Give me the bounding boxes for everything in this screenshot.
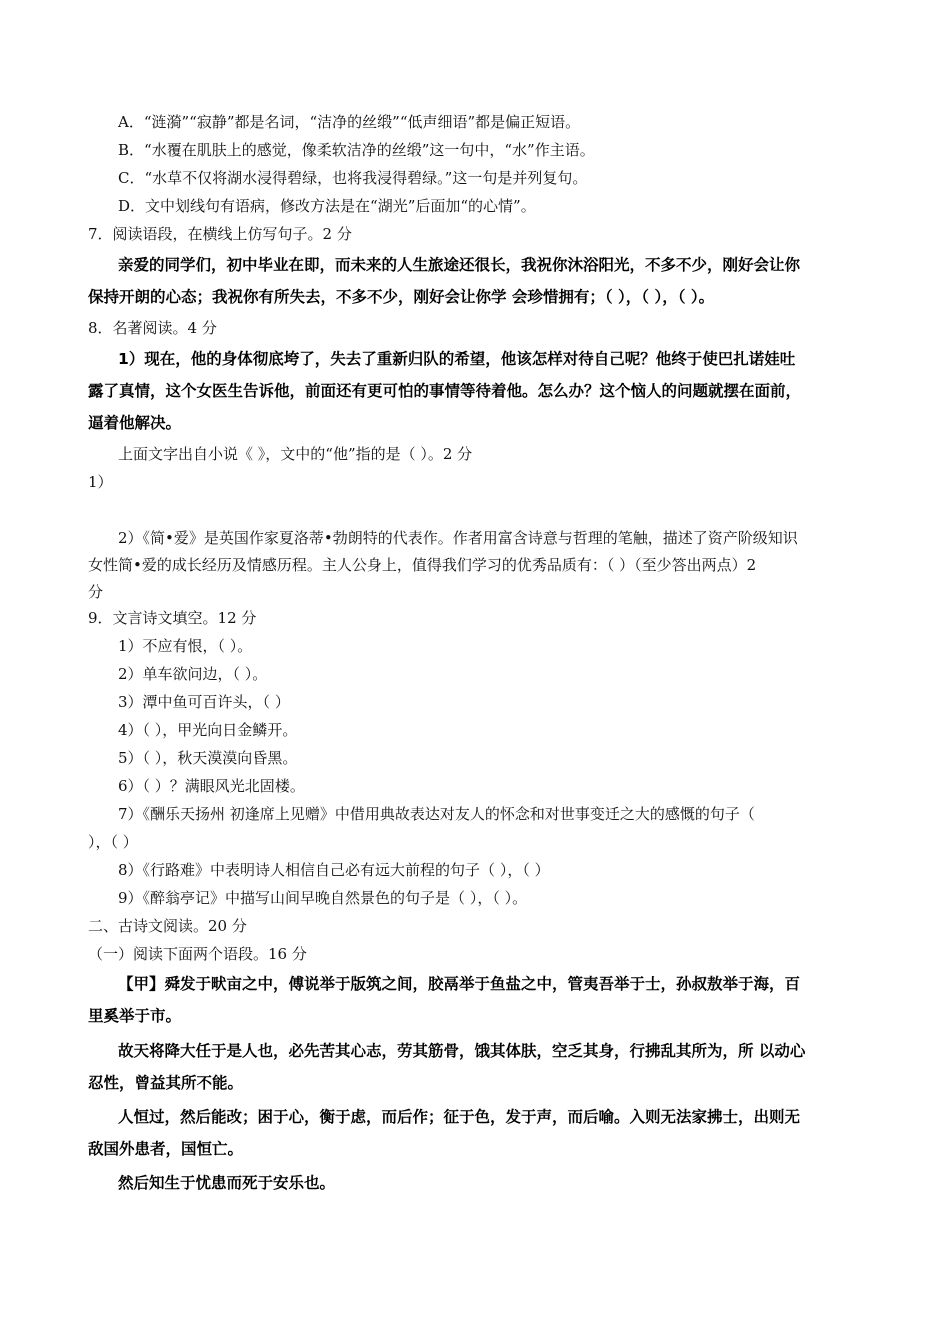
classical-passage-line: 忍性，曾益其所不能。 <box>88 1074 244 1092</box>
q8-answer-label: 1） <box>88 473 113 491</box>
option-c: C．“水草不仅将湖水浸得碧绿，也将我浸得碧绿。”这一句是并列复句。 <box>118 169 588 187</box>
section-heading: 二、古诗文阅读。20 分 <box>88 917 247 935</box>
classical-passage-line: 里奚举于市。 <box>88 1007 182 1025</box>
option-a: A．“涟漪”“寂静”都是名词，“洁净的丝缎”“低声细语”都是偏正短语。 <box>118 113 581 131</box>
q9-item: 7）《酬乐天扬州 初逢席上见赠》中借用典故表达对友人的怀念和对世事变迁之大的感慨的句子（ <box>118 805 755 823</box>
q8-question: 上面文字出自小说《 》，文中的“他”指的是（ ）。2 分 <box>118 445 473 463</box>
q8-passage-line: 逼着他解决。 <box>88 414 182 432</box>
q9-item: 2）单车欲问边，（ ）。 <box>118 665 268 683</box>
q9-item: 8）《行路难》中表明诗人相信自己必有远大前程的句子（ ），（ ） <box>118 861 550 879</box>
q9-item: 1）不应有恨，（ ）。 <box>118 637 253 655</box>
q8-passage-line: 露了真情，这个女医生告诉他，前面还有更可怕的事情等待着他。怎么办？这个恼人的问题就摆在面前， <box>88 382 802 400</box>
classical-passage-line: 敌国外患者，国恒亡。 <box>88 1140 244 1158</box>
classical-passage-line: 【甲】舜发于畎亩之中，傅说举于版筑之间，胶鬲举于鱼盐之中，管夷吾举于士，孙叔敖举于海，百 <box>118 975 801 993</box>
option-d: D．文中划线句有语病，修改方法是在“湖光”后面加“的心情”。 <box>118 197 536 215</box>
q7-passage-line: 亲爱的同学们，初中毕业在即，而未来的人生旅途还很长，我祝你沐浴阳光，不多不少，刚好会让你 <box>118 256 801 274</box>
q9-item-continued: ），（ ） <box>88 833 138 851</box>
q9-item: 9）《醉翁亭记》中描写山间早晚自然景色的句子是（ ），（ ）。 <box>118 889 528 907</box>
q8-passage-line: 女性简•爱的成长经历及情感历程。主人公身上，值得我们学习的优秀品质有：（ ）（至少答出两点）2 <box>88 556 757 574</box>
section-sub-heading: （一）阅读下面两个语段。16 分 <box>88 945 307 963</box>
q9-item: 4）（ ），甲光向日金鳞开。 <box>118 721 298 739</box>
classical-passage-line: 人恒过，然后能改；困于心，衡于虑，而后作；征于色，发于声，而后喻。入则无法家拂士，出则无 <box>118 1108 801 1126</box>
q8-passage-line: 2）《简•爱》是英国作家夏洛蒂•勃朗特的代表作。作者用富含诗意与哲理的笔触，描述了资产阶级知识 <box>118 529 798 547</box>
q8-passage-line: 分 <box>88 583 104 601</box>
q7-heading: 7．阅读语段，在横线上仿写句子。2 分 <box>88 225 352 243</box>
q8-heading: 8．名著阅读。4 分 <box>88 319 217 337</box>
q8-passage-line: 1）现在，他的身体彻底垮了，失去了重新归队的希望，他该怎样对待自己呢？他终于使巴扎诺娃吐 <box>118 350 796 368</box>
q7-passage-line: 保持开朗的心态；我祝你有所失去，不多不少，刚好会让你学 会珍惜拥有；（ ），（ ），（ ）。 <box>88 288 715 306</box>
q9-item: 3）潭中鱼可百许头，（ ） <box>118 693 290 711</box>
option-b: B．“水覆在肌肤上的感觉，像柔软洁净的丝缎”这一句中，“水”作主语。 <box>118 141 595 159</box>
q9-item: 5）（ ），秋天漠漠向昏黑。 <box>118 749 298 767</box>
classical-passage-line: 然后知生于忧患而死于安乐也。 <box>118 1174 336 1192</box>
classical-passage-line: 故天将降大任于是人也，必先苦其心志，劳其筋骨，饿其体肤，空乏其身，行拂乱其所为，所 以动心 <box>118 1042 806 1060</box>
q9-item: 6）（ ）？满眼风光北固楼。 <box>118 777 305 795</box>
q9-heading: 9．文言诗文填空。12 分 <box>88 609 257 627</box>
